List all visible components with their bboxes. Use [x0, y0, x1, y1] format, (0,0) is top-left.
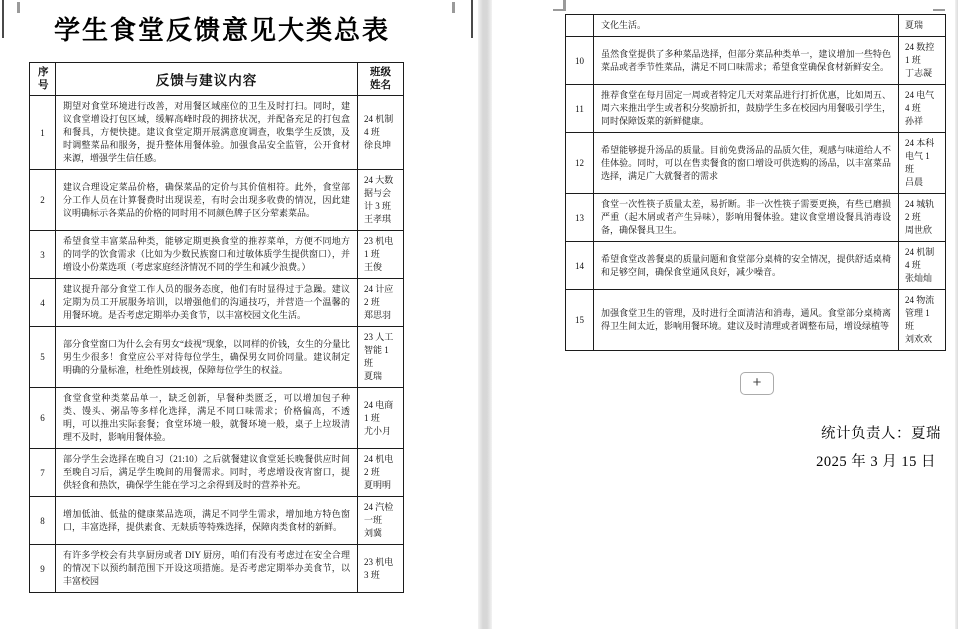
- class-name-cell: [899, 15, 946, 37]
- feedback-text-cell: 期望对食堂环境进行改善，对用餐区域座位的卫生及时打扫。同时，建议食堂增设打包区域，缓解高峰时段的拥挤状况，并配备充足的打包盒和餐具，方便快捷。建议食堂定期开展满意度调查，收集学生反馈，及时调整菜品和服务，提升整体用餐体验。加强食品安全监管，公开食材来源，增强学生信任感。: [56, 96, 358, 170]
- class-label: 24 本科电气 1 班: [905, 138, 935, 174]
- feedback-text-cell: 食堂食堂种类菜品单一，缺乏创新，早餐种类匮乏，可以增加包子种类、馒头、粥品等多样化选择，满足不同口味需求；价格偏高，不透明，可以推出实际套餐；食堂环境一般，就餐环境一般，桌子上垃圾清理不及时，影响用餐体验。: [56, 388, 358, 449]
- page-edge-mark: [471, 0, 473, 38]
- student-name: 夏瑞: [905, 20, 924, 30]
- feedback-text-cell: 文化生活。: [594, 15, 899, 37]
- row-number-cell: 7: [30, 449, 56, 497]
- table-row: [566, 37, 946, 85]
- feedback-text-cell: 食堂一次性筷子质量太差，易折断。非一次性筷子需要更换，有些已磨损严重（起木屑或者产生异味），影响用餐体验。建议食堂增设餐具消毒设备，确保餐具卫生。: [594, 194, 899, 242]
- row-number-cell: 8: [30, 497, 56, 545]
- class-name-cell: [358, 545, 404, 593]
- row-number-cell: 15: [566, 290, 594, 351]
- student-name: 夏瑞: [364, 371, 383, 381]
- class-label: 24 城轨 2 班: [905, 199, 935, 222]
- student-name: 周世欣: [905, 225, 933, 235]
- class-label: 24 计应 2 班: [364, 284, 394, 307]
- table-row: [566, 194, 946, 242]
- student-name: 刘欢欢: [905, 334, 933, 344]
- class-label: 24 物流管理 1 班: [905, 295, 935, 331]
- feedback-text-cell: 虽然食堂提供了多种菜品选择，但部分菜品种类单一，建议增加一些特色菜品或者季节性菜品，满足不同口味需求；希望食堂确保食材新鲜安全。: [594, 37, 899, 85]
- class-label: 24 电商 1 班: [364, 399, 394, 423]
- class-name-cell: [358, 96, 404, 170]
- class-label: 24 大数据与会计 3 班: [364, 175, 394, 211]
- page-gutter: [478, 0, 492, 629]
- feedback-text-cell: 希望能够提升汤品的质量。目前免费汤品的品质欠佳，观感与味道给人不佳体验。同时，可以在售卖餐食的窗口增设可供选购的汤品，以丰富菜品选择，满足广大就餐者的需求: [594, 133, 899, 194]
- table-row: [30, 170, 404, 231]
- table-row: [30, 545, 404, 593]
- row-number-cell: 10: [566, 37, 594, 85]
- feedback-text-cell: 希望食堂改善餐桌的质量问题和食堂部分桌椅的安全情况，提供舒适桌椅和足够空间，确保食堂通风良好，减少噪音。: [594, 242, 899, 290]
- class-label: 23 机电 3 班: [364, 556, 394, 580]
- student-name: 尤小月: [364, 425, 392, 436]
- student-name: 刘冀: [364, 528, 383, 538]
- class-name-cell: [358, 449, 404, 497]
- class-label: 23 机电 1 班: [364, 236, 394, 259]
- class-name-cell: [899, 242, 946, 290]
- margin-corner-mark: [452, 2, 455, 13]
- feedback-text-cell: 有许多学校会有共享厨房或者 DIY 厨房，咱们有没有考虑过在安全合理的情况下以预约制范围下开设这项措施。是否考虑定期举办美食节，以丰富校园: [56, 545, 358, 593]
- page-title: 学生食堂反馈意见大类总表: [53, 15, 390, 45]
- feedback-text-cell: 推荐食堂在每月固定一周或者特定几天对菜品进行打折优惠，比如周五、周六来推出学生或者积分奖励折扣，鼓励学生多在校园内用餐吸引学生，同时保障饭菜的新鲜健康。: [594, 85, 899, 133]
- class-name-cell: [899, 290, 946, 351]
- add-table-row-button[interactable]: +: [740, 372, 774, 395]
- header-no: 序号: [30, 63, 56, 96]
- table-row: [30, 327, 404, 388]
- class-label: 24 汽检一班: [364, 502, 394, 525]
- class-name-cell: [358, 279, 404, 327]
- feedback-text-cell: 希望食堂丰富菜品种类，能够定期更换食堂的推荐菜单，方便不同地方的同学的饮食需求（比如为少数民族窗口和过敏体质学生提供窗口），并增设小份菜选项（考虑家庭经济情况不同的学生和减少浪费。）: [56, 231, 358, 279]
- table-row: [566, 242, 946, 290]
- class-name-cell: [358, 497, 404, 545]
- class-label: 24 机电 2 班: [364, 454, 394, 477]
- document-page-1: [0, 0, 478, 629]
- table-row: [566, 133, 946, 194]
- table-row: [30, 449, 404, 497]
- table-row: [30, 279, 404, 327]
- student-name: 孙祥: [905, 116, 924, 126]
- table-row: [30, 497, 404, 545]
- row-number-cell: [566, 15, 594, 37]
- feedback-text-cell: 部分食堂窗口为什么会有男女“歧视”现象，以同样的价钱，女生的分量比男生少很多！食堂应公平对待每位学生，确保男女同价同量。建议制定明确的分量标准，杜绝性别歧视，保障每位学生的权益。: [56, 327, 358, 388]
- class-label: 23 人工智能 1 班: [364, 332, 394, 368]
- row-number-cell: 9: [30, 545, 56, 593]
- statistician-signature: 统计负责人：夏瑞: [821, 426, 941, 442]
- class-name-cell: [899, 37, 946, 85]
- row-number-cell: 1: [30, 96, 56, 170]
- feedback-table-page2: [565, 14, 946, 351]
- margin-corner-mark: [563, 0, 566, 11]
- class-label: 24 机制 4 班: [364, 114, 394, 137]
- class-label: 24 数控 1 班: [905, 42, 935, 65]
- table-row: [30, 388, 404, 449]
- feedback-text-cell: 建议合理设定菜品价格，确保菜品的定价与其价值相符。此外，食堂部分工作人员在计算餐费时出现误差，有时会出现多收费的情况，因此建议明确标示各菜品的价格的同时用不同颜色牌子区分荤素菜品。: [56, 170, 358, 231]
- class-name-cell: [899, 133, 946, 194]
- class-label: 24 机制 4 班: [905, 247, 935, 270]
- page-edge-mark: [2, 0, 4, 38]
- table-header-row: [30, 63, 404, 96]
- document-date: 2025 年 3 月 15 日: [816, 454, 936, 470]
- feedback-text-cell: 建议提升部分食堂工作人员的服务态度，他们有时显得过于急躁。建议定期为员工开展服务培训，以增强他们的沟通技巧，并营造一个温馨的用餐环境。是否考虑定期举办美食节，以丰富校园文化生活。: [56, 279, 358, 327]
- row-number-cell: 4: [30, 279, 56, 327]
- row-number-cell: 12: [566, 133, 594, 194]
- student-name: 张灿灿: [905, 273, 933, 283]
- student-name: 王俊: [364, 262, 383, 272]
- header-class-name: 班级姓名: [358, 63, 404, 96]
- student-name: 吕晨: [905, 177, 924, 187]
- row-number-cell: 2: [30, 170, 56, 231]
- student-name: 郑思羽: [364, 310, 392, 320]
- class-name-cell: [899, 85, 946, 133]
- table-row: [30, 96, 404, 170]
- row-number-cell: 14: [566, 242, 594, 290]
- class-name-cell: [358, 388, 404, 449]
- table-row: [566, 15, 946, 37]
- feedback-text-cell: 增加低油、低盐的健康菜品选项，满足不同学生需求，增加地方特色窗口，丰富选择，提供素食、无麸质等特殊选择，保障肉类食材的新鲜。: [56, 497, 358, 545]
- margin-corner-mark: [933, 9, 945, 11]
- student-name: 王孝琪: [364, 214, 392, 224]
- feedback-table-page1: [29, 62, 404, 593]
- row-number-cell: 5: [30, 327, 56, 388]
- class-name-cell: [358, 327, 404, 388]
- student-name: 丁志凝: [905, 68, 933, 78]
- class-name-cell: [358, 231, 404, 279]
- class-label: 24 电气 4 班: [905, 90, 935, 113]
- table-row: [566, 290, 946, 351]
- class-name-cell: [899, 194, 946, 242]
- row-number-cell: 13: [566, 194, 594, 242]
- header-content: 反馈与建议内容: [56, 63, 358, 96]
- row-number-cell: 11: [566, 85, 594, 133]
- student-name: 夏明明: [364, 480, 392, 490]
- row-number-cell: 6: [30, 388, 56, 449]
- student-name: 徐良坤: [364, 140, 392, 150]
- table-row: [30, 231, 404, 279]
- feedback-text-cell: 加强食堂卫生的管理，及时进行全面清洁和消毒，通风。食堂部分桌椅离得卫生间太近，影响用餐环境。建议及时清理或者调整布局，增设绿植等: [594, 290, 899, 351]
- feedback-text-cell: 部分学生会选择在晚自习（21:10）之后就餐建议食堂延长晚餐供应时间至晚自习后，满足学生晚间的用餐需求。同时，考虑增设夜宵窗口，提供轻食和热饮，确保学生能在学习之余得到及时的营养补充。: [56, 449, 358, 497]
- class-name-cell: [358, 170, 404, 231]
- table-row: [566, 85, 946, 133]
- document-page-2: [492, 0, 955, 629]
- row-number-cell: 3: [30, 231, 56, 279]
